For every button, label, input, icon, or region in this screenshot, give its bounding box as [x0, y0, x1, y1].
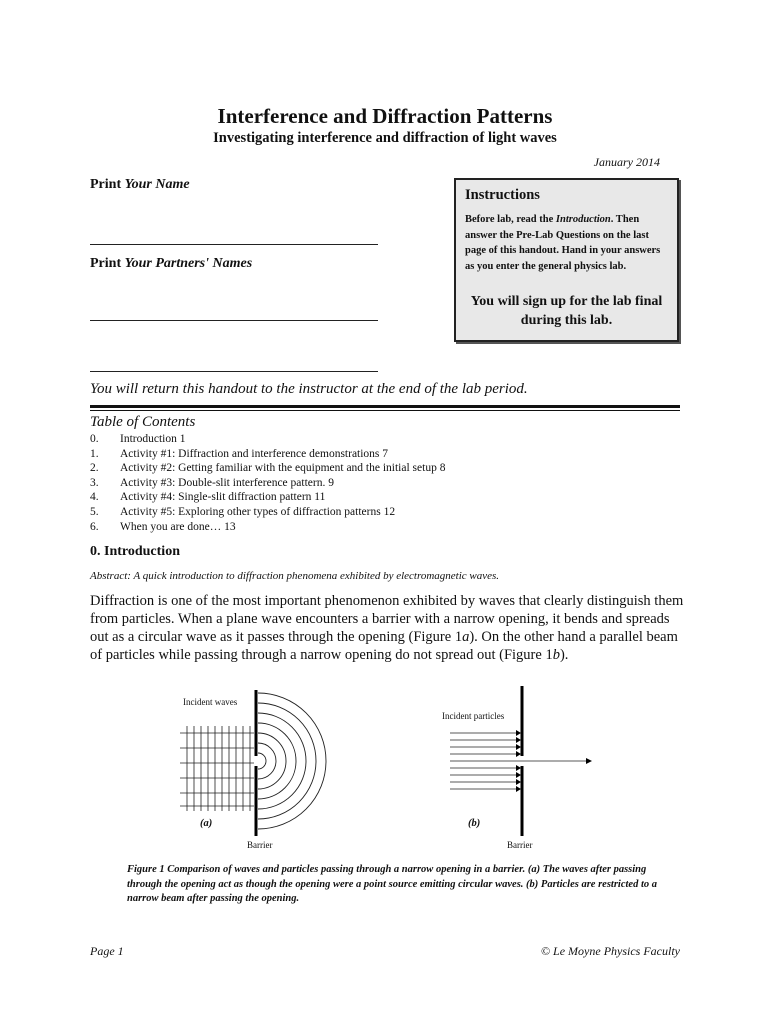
- name-line[interactable]: [90, 244, 378, 245]
- divider: [90, 405, 680, 408]
- intro-paragraph: Diffraction is one of the most important phenomenon exhibited by waves that clearly distinguish them from particles. When a plane wave encounters a barrier with a narrow opening, it bends and spreads out as a circular wave as it passes through the opening (Figure 1a). On the other hand a parallel beam of particles while passing through a narrow opening do not spread out (Figure 1b).: [90, 593, 684, 663]
- toc-item[interactable]: 1. Activity #1: Diffraction and interference demonstrations 7: [90, 447, 389, 460]
- toc-item[interactable]: 5. Activity #5: Exploring other types of diffraction patterns 12: [90, 505, 396, 518]
- circular-waves: [258, 693, 326, 829]
- label-incident-waves: Incident waves: [183, 697, 238, 707]
- label-barrier-b: Barrier: [507, 840, 533, 850]
- toc-item[interactable]: 4. Activity #4: Single-slit diffraction pattern 11: [90, 491, 326, 504]
- table-of-contents: [90, 432, 445, 534]
- label-incident-particles: Incident particles: [442, 711, 505, 721]
- figure-caption: Figure 1 Comparison of waves and particles passing through a narrow opening in a barrier. (a) The waves after passing through the opening act as though the opening were a point source emitting circular waves. (b) Particles are restricted to a narrow beam after passing the opening.: [127, 864, 657, 904]
- date: January 2014: [593, 155, 660, 169]
- partner-line-1[interactable]: [90, 320, 378, 321]
- instructions-signup: You will sign up for the lab final during this lab.: [470, 294, 663, 328]
- instructions-body: Before lab, read the Introduction. Then answer the Pre-Lab Questions on the last page of this handout. Hand in your answers as you enter the general physics lab.: [465, 214, 661, 272]
- particle-rays: [450, 733, 590, 789]
- wavefront-lines: [187, 726, 250, 811]
- page-subtitle: Investigating interference and diffraction of light waves: [213, 130, 557, 146]
- name-label: Print Your Name: [90, 177, 190, 192]
- toc-item[interactable]: 6. When you are done… 13: [90, 520, 236, 533]
- label-a: (a): [200, 818, 213, 829]
- divider: [90, 410, 680, 411]
- instructions-title: Instructions: [465, 187, 540, 203]
- toc-item[interactable]: 0. Introduction 1: [90, 433, 186, 445]
- page-title: Interference and Diffraction Patterns: [217, 104, 553, 128]
- label-b: (b): [468, 818, 481, 829]
- section-heading: 0. Introduction: [90, 544, 180, 559]
- toc-item[interactable]: 2. Activity #2: Getting familiar with the equipment and the initial setup 8: [90, 462, 446, 475]
- page-number: Page 1: [90, 944, 124, 958]
- instructions-box: [454, 178, 679, 342]
- footer-credit: © Le Moyne Physics Faculty: [540, 944, 680, 958]
- partners-label: Print Your Partners' Names: [90, 256, 253, 271]
- diffraction-figure: [150, 686, 610, 856]
- return-note: You will return this handout to the instructor at the end of the lab period.: [90, 381, 528, 397]
- toc-title: Table of Contents: [90, 414, 196, 430]
- label-barrier-a: Barrier: [247, 840, 273, 850]
- toc-item[interactable]: 3. Activity #3: Double-slit interference pattern. 9: [90, 476, 334, 489]
- abstract: Abstract: A quick introduction to diffraction phenomena exhibited by electromagnetic waves.: [90, 570, 500, 582]
- partner-line-2[interactable]: [90, 371, 378, 372]
